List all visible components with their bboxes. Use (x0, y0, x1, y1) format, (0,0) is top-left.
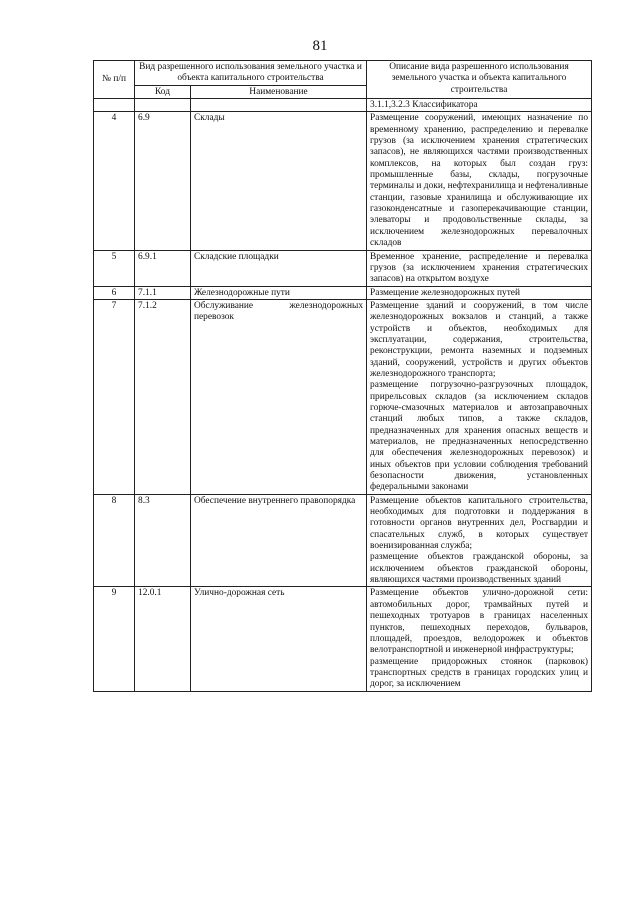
row-code: 7.1.2 (135, 299, 191, 494)
header-num: № п/п (94, 61, 135, 99)
row-code: 12.0.1 (135, 587, 191, 691)
row-description (367, 494, 592, 587)
header-code: Код (135, 85, 191, 98)
description-paragraph: Временное хранение, распределение и перевалка грузов (за исключением хранения стратегических запасов) на открытом воздухе (370, 251, 589, 285)
row-code: 6.9 (135, 112, 191, 250)
row-number: 6 (94, 286, 135, 299)
header-desc: Описание вида разрешенного использования земельного участка и объекта капитального строительства (367, 61, 592, 99)
row-name: Обслуживание железнодорожных перевозок (191, 299, 367, 494)
row-description (367, 587, 592, 691)
row-code: 6.9.1 (135, 250, 191, 286)
row-description (367, 250, 592, 286)
table-row (94, 587, 592, 691)
continuation-code (135, 99, 191, 112)
row-name: Складские площадки (191, 250, 367, 286)
row-number: 9 (94, 587, 135, 691)
description-paragraph: размещение погрузочно-разгрузочных площадок, прирельсовых складов (за исключением складов горюче-смазочных материалов и автозаправочных станций любых типов, а также складов, предназначенных для хранения опасных веществ и материалов, не предназначенных непосредственно для обеспечения железнодорожных перевозок) и иных объектов при условии соблюдения требований безопасности движения, установленных федеральными законами (370, 380, 589, 493)
description-paragraph: размещение придорожных стоянок (парковок) транспортных средств в границах городских улиц и дорог, за исключением (370, 656, 589, 690)
row-number: 7 (94, 299, 135, 494)
header-kind: Вид разрешенного использования земельного участка и объекта капитального строительства (135, 61, 367, 86)
row-number: 4 (94, 112, 135, 250)
row-name: Улично-дорожная сеть (191, 587, 367, 691)
description-paragraph: Размещение объектов улично-дорожной сети: автомобильных дорог, трамвайных путей и пешеходных тротуаров в границах населенных пунктов, пешеходных переходов, бульваров, площадей, проездов, велодорожек и объектов велотранспортной и инженерной инфраструктуры; (370, 588, 589, 656)
row-number: 8 (94, 494, 135, 587)
table-row (94, 112, 592, 250)
row-description (367, 112, 592, 250)
table-row (94, 494, 592, 587)
row-code: 8.3 (135, 494, 191, 587)
description-paragraph: Размещение железнодорожных путей (370, 287, 520, 298)
row-description (367, 299, 592, 494)
description-paragraph: Размещение зданий и сооружений, в том числе железнодорожных вокзалов и станций, а также устройств и объектов, необходимых для эксплуатации, содержания, строительства, реконструкции, ремонта наземных и подземных зданий, сооружений, устройств и других объектов железнодорожного транспорта; (370, 300, 589, 379)
page-number: 81 (312, 38, 328, 54)
land-use-table (93, 60, 592, 692)
row-description (367, 286, 592, 299)
continuation-desc: 3.1.1,3.2.3 Классификатора (367, 99, 592, 112)
continuation-name (191, 99, 367, 112)
description-paragraph: размещение объектов гражданской обороны, за исключением объектов гражданской обороны, являющихся частями производственных зданий (370, 552, 589, 586)
description-paragraph: Размещение объектов капитального строительства, необходимых для подготовки и поддержания в готовности органов внутренних дел, Росгвардии и спасательных служб, в которых существует военизированная служба; (370, 495, 589, 552)
row-name: Обеспечение внутреннего правопорядка (191, 494, 367, 587)
row-code: 7.1.1 (135, 286, 191, 299)
table-row (94, 286, 592, 299)
continuation-num (94, 99, 135, 112)
table-row (94, 299, 592, 494)
row-name: Склады (191, 112, 367, 250)
header-name: Наименование (191, 85, 367, 98)
description-paragraph: Размещение сооружений, имеющих назначение по временному хранению, распределению и перевалке грузов (за исключением хранения стратегических запасов), не являющихся частями производственных комплексов, на которых был создан груз: промышленные базы, склады, погрузочные терминалы и доки, нефтехранилища и нефтеналивные станции, газовые хранилища и обслуживающие их газоконденсатные и газоперекачивающие станции, элеваторы и продовольственные склады, за исключением железнодорожных перевалочных складов (370, 113, 589, 249)
row-name: Железнодорожные пути (191, 286, 367, 299)
continuation-row (94, 99, 592, 112)
row-number: 5 (94, 250, 135, 286)
table-header-row (94, 61, 592, 86)
table-row (94, 250, 592, 286)
